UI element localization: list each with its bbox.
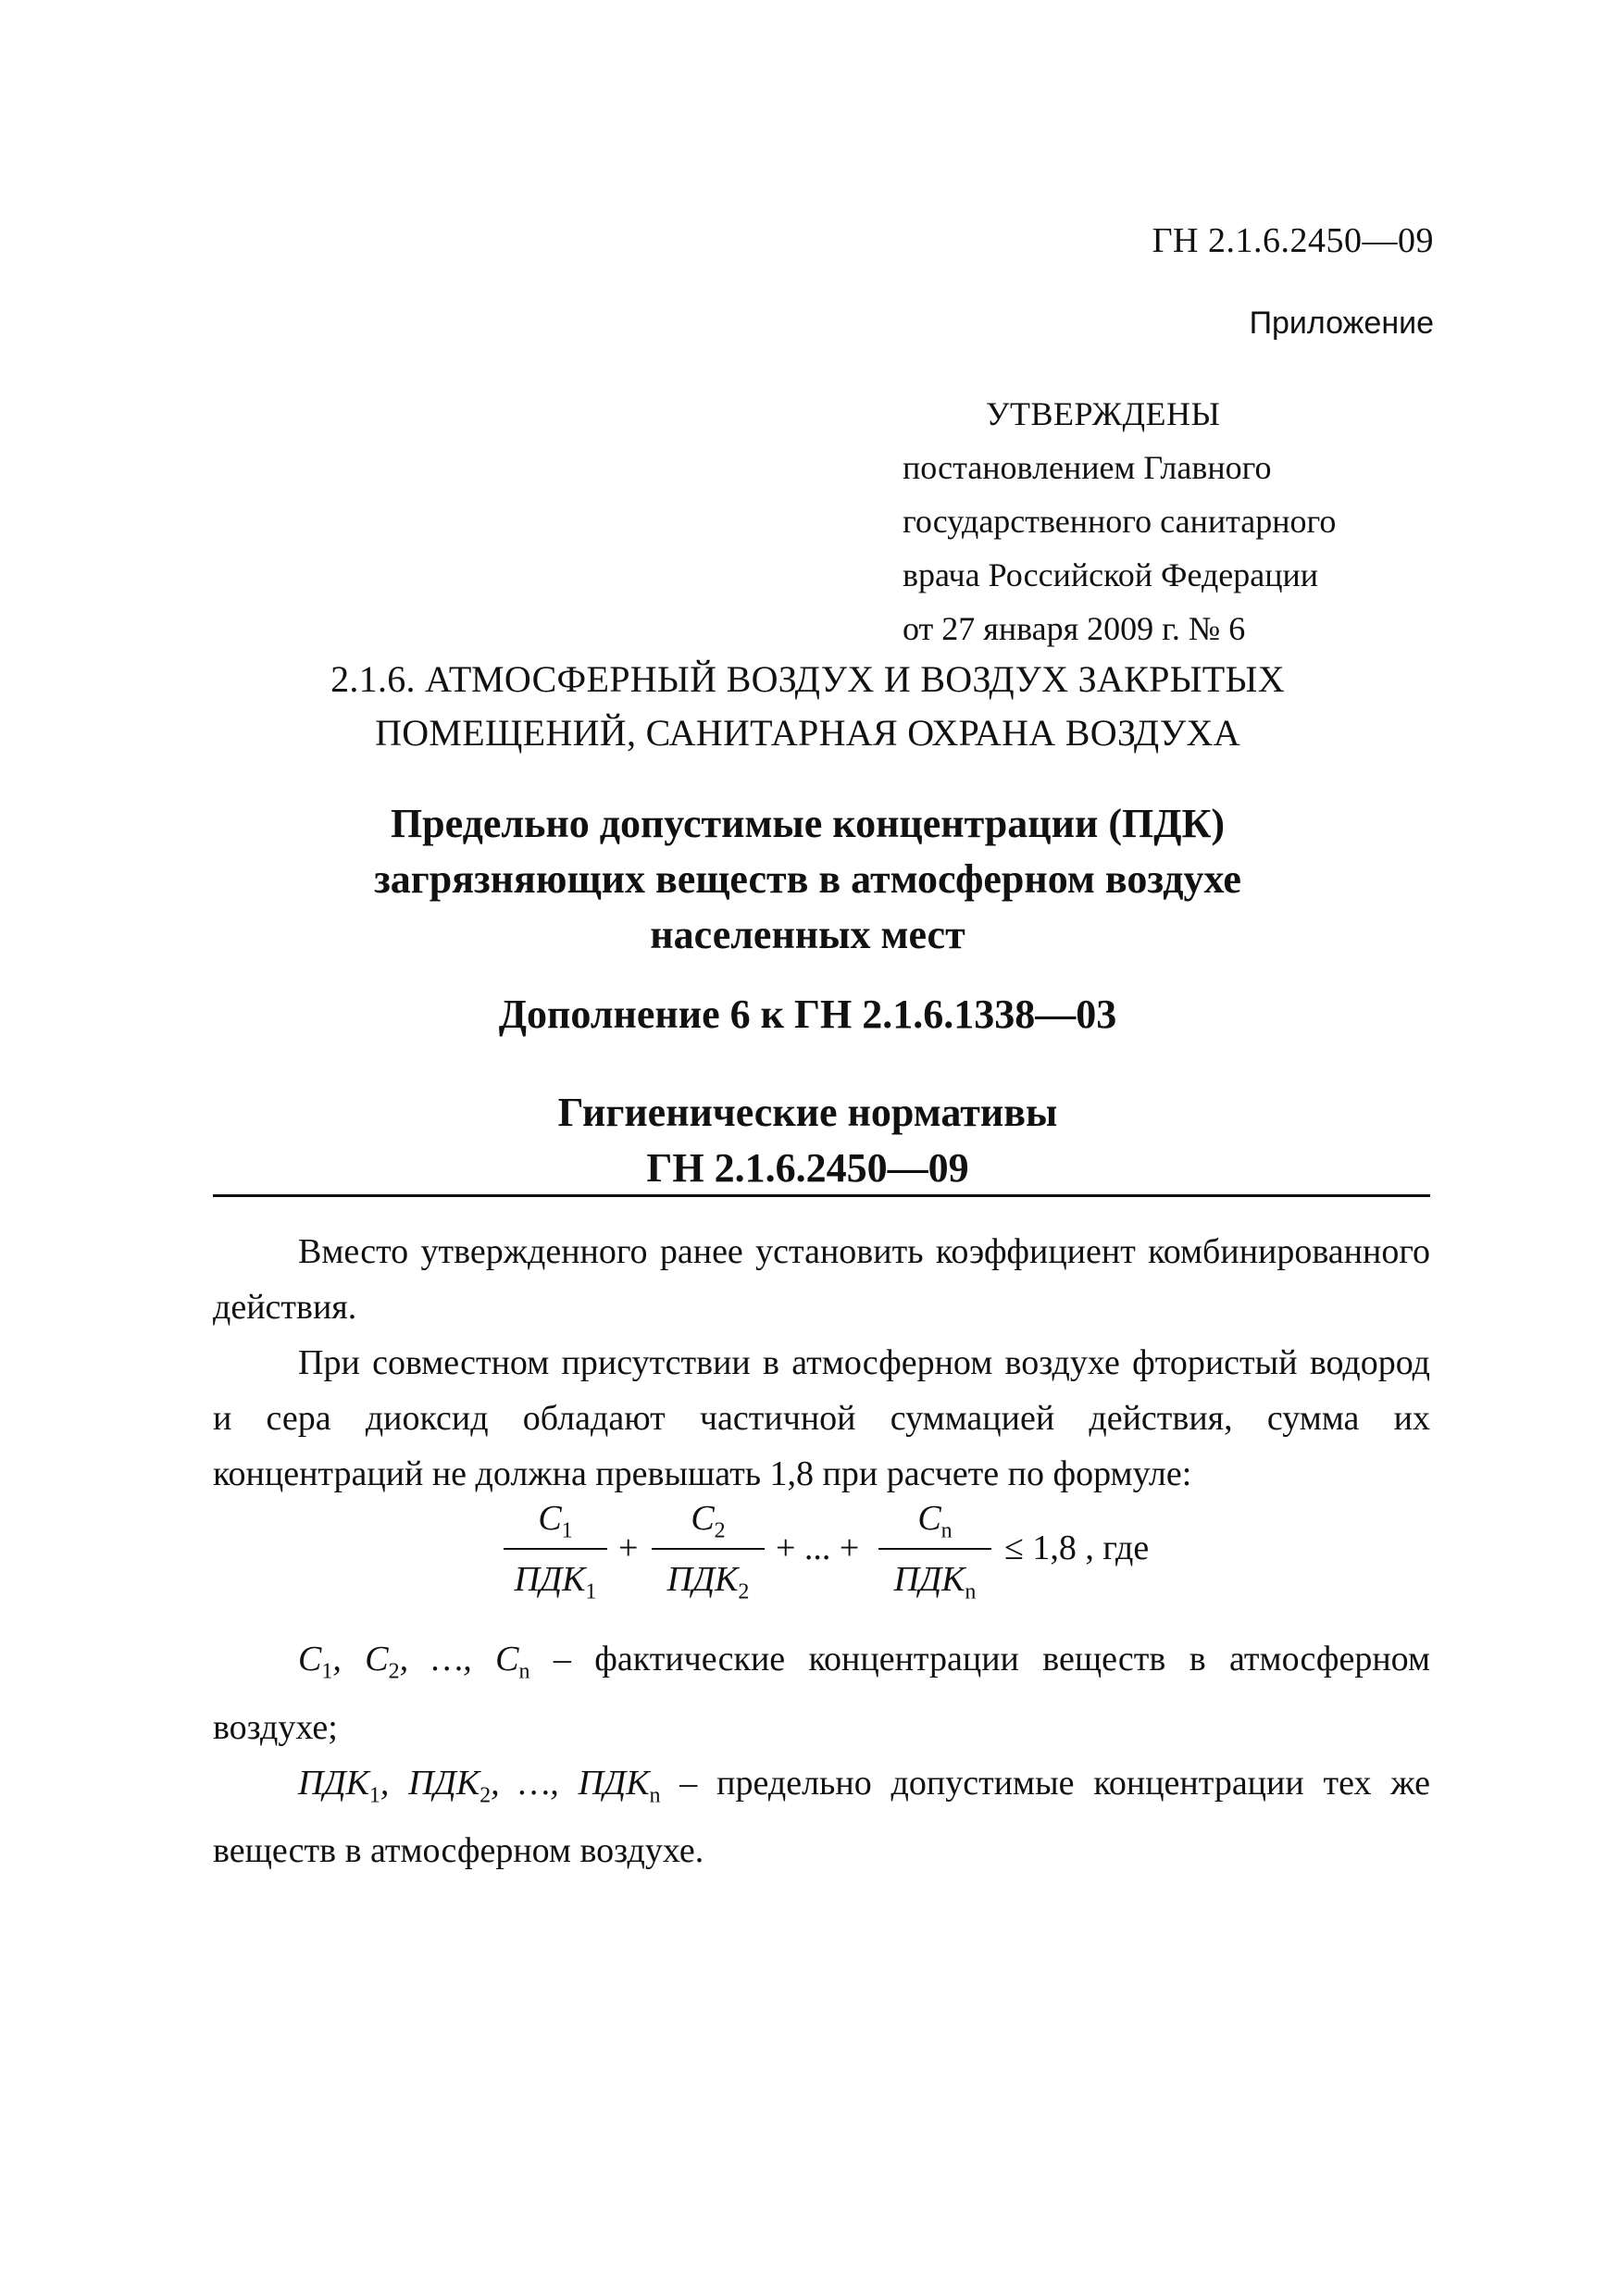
approval-line: постановлением Главного (903, 449, 1272, 486)
formula-tail: ≤ 1,8 , где (1004, 1529, 1150, 1567)
section-heading-line: ПОМЕЩЕНИЙ, САНИТАРНАЯ ОХРАНА ВОЗДУХА (375, 712, 1240, 754)
formula (500, 1492, 1240, 1613)
paragraph-text: Вместо утвержденного ранее установить коэффициент комбинированного действия. (213, 1232, 1430, 1327)
subscript: 2 (714, 1518, 726, 1543)
document-title (213, 796, 1402, 963)
paragraph-text: При совместном присутствии в атмосферном воздухе фтористый водород и сера диоксид обладают частичной суммацией действия, сумма их концентраций не должна превышать 1,8 при расчете по формуле: (213, 1343, 1430, 1493)
title-line: Предельно допустимые концентрации (ПДК) (390, 801, 1226, 846)
document-code: ГН 2.1.6.2450—09 (1152, 221, 1434, 260)
horizontal-divider (213, 1194, 1430, 1197)
numerator: C (691, 1499, 715, 1538)
subscript: n (940, 1518, 953, 1543)
numerator: C (538, 1499, 562, 1538)
approval-title: УТВЕРЖДЕНЫ (986, 395, 1221, 432)
section-heading-line: 2.1.6. АТМОСФЕРНЫЙ ВОЗДУХ И ВОЗДУХ ЗАКРЫТЫХ (330, 658, 1285, 700)
definition-text: – предельно допустимые концентрации тех же веществ в атмосферном воздухе. (213, 1763, 1430, 1871)
fraction-1 (500, 1492, 611, 1605)
supplement-heading: Дополнение 6 к ГН 2.1.6.1338—03 (498, 992, 1117, 1037)
definition-pdk: $ПДК_1$, $ПДК_2$, …, $ПДК_n$ – предельно допустимые концентрации тех же веществ в атмосферном воздухе. (213, 1763, 1430, 1871)
approval-line: от 27 января 2009 г. № 6 (903, 610, 1246, 647)
approval-block (903, 387, 1458, 655)
subscript: 1 (585, 1579, 597, 1604)
paragraph-2 (213, 1335, 1430, 1502)
hygiene-line: ГН 2.1.6.2450—09 (646, 1145, 969, 1191)
definitions (213, 1631, 1430, 1878)
hygiene-norms-heading (213, 1085, 1402, 1196)
ellipsis-operator: + ... + (776, 1529, 860, 1567)
section-heading (213, 653, 1402, 760)
subscript: 1 (561, 1518, 573, 1543)
fraction-3 (875, 1492, 995, 1605)
title-line: загрязняющих веществ в атмосферном воздухе (374, 856, 1241, 902)
numerator: C (917, 1499, 941, 1538)
subscript: n (965, 1579, 977, 1604)
subscript: 2 (738, 1579, 750, 1604)
definition-text: – фактические концентрации веществ в атмосферном воздухе; (213, 1640, 1430, 1747)
approval-line: врача Российской Федерации (903, 556, 1319, 593)
definition-c: $C_1$, $C_2$, …, $C_n$ – фактические концентрации веществ в атмосферном воздухе; (213, 1640, 1430, 1747)
paragraph-1 (213, 1224, 1430, 1335)
plus-operator: + (618, 1529, 639, 1567)
fraction-2 (648, 1492, 768, 1605)
appendix-label: Приложение (1249, 306, 1434, 341)
hygiene-line: Гигиенические нормативы (557, 1090, 1058, 1135)
denominator: ПДК (514, 1560, 586, 1599)
denominator: ПДК (666, 1560, 739, 1599)
denominator: ПДК (893, 1560, 965, 1599)
approval-line: государственного санитарного (903, 503, 1337, 540)
title-line: населенных мест (650, 912, 965, 957)
